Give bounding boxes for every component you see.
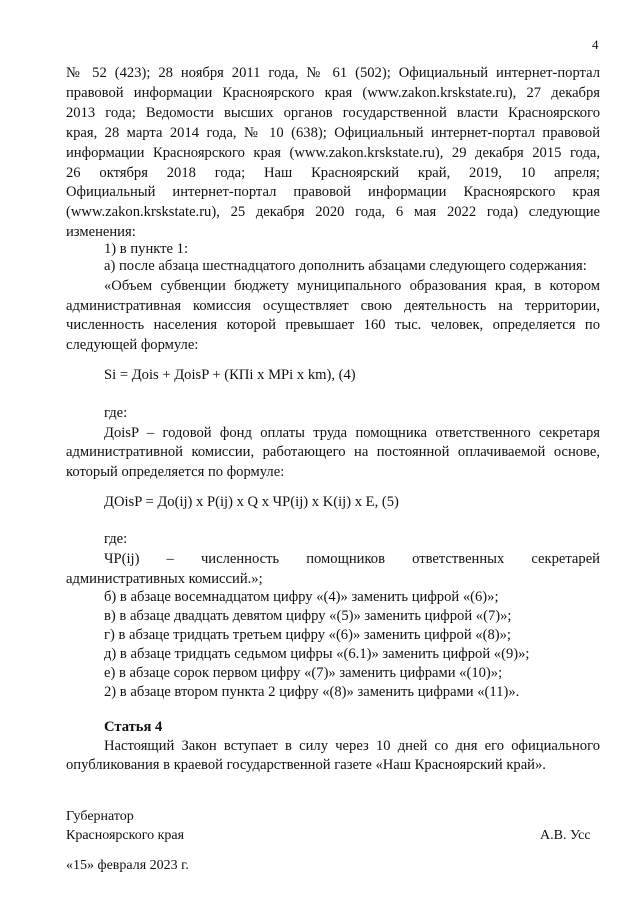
intro-line: 26 октября 2018 года; Наш Красноярский край, 2019, 10 апреля;	[66, 165, 600, 181]
signing-date: «15» февраля 2023 г.	[66, 858, 189, 873]
definition-line: административной комиссии, работающего на постоянной оплачиваемой основе,	[66, 444, 600, 460]
quote-line: «Объем субвенции бюджету муниципального образования края, в котором	[104, 278, 600, 294]
where-label: где:	[104, 531, 128, 547]
intro-line: № 52 (423); 28 ноября 2011 года, № 61 (502); Официальный интернет-портал	[66, 65, 600, 81]
formula-4: Si = Дois + ДoisP + (КПi x МPi x km), (4)	[104, 367, 356, 383]
intro-line: 2013 года; Ведомости высших органов государственной власти Красноярского	[66, 105, 600, 121]
definition-line: который определяется по формуле:	[66, 464, 285, 480]
intro-line: края, 28 марта 2014 года, № 10 (638); Официальный интернет-портал правовой	[66, 125, 600, 141]
quote-line: следующей формуле:	[66, 337, 199, 353]
where-label: где:	[104, 405, 128, 421]
signatory-role: Красноярского края	[66, 828, 185, 843]
intro-line: изменения:	[66, 224, 136, 240]
change-item: б) в абзаце восемнадцатом цифру «(4)» заменить цифрой «(6)»;	[104, 589, 499, 605]
intro-line: правовой информации Красноярского края (www.zakon.krskstate.ru), 27 декабря	[66, 85, 600, 101]
article-line: опубликования в краевой государственной газете «Наш Красноярский край».	[66, 757, 546, 773]
intro-line: Официальный интернет-портал правовой информации Красноярского края	[66, 184, 600, 200]
definition-line: ЧP(ij) – численность помощников ответственных секретарей	[104, 551, 600, 567]
signatory-name: А.В. Усс	[540, 828, 591, 843]
item-1: 1) в пункте 1:	[104, 241, 189, 257]
article-title: Статья 4	[104, 719, 163, 735]
signatory-role: Губернатор	[66, 809, 134, 824]
page-number: 4	[592, 37, 599, 52]
item-1a: а) после абзаца шестнадцатого дополнить абзацами следующего содержания:	[104, 258, 587, 274]
definition-line: ДoisP – годовой фонд оплаты труда помощника ответственного секретаря	[104, 425, 600, 441]
change-item: в) в абзаце двадцать девятом цифру «(5)» заменить цифрой «(7)»;	[104, 608, 512, 624]
change-item: 2) в абзаце втором пункта 2 цифру «(8)» заменить цифрами «(11)».	[104, 684, 520, 700]
intro-line: (www.zakon.krskstate.ru), 25 декабря 2020 года, 6 мая 2022 года) следующие	[66, 204, 600, 220]
quote-line: административная комиссия осуществляет свою деятельность на территории,	[66, 298, 600, 314]
change-item: г) в абзаце тридцать третьем цифру «(6)» заменить цифрой «(8)»;	[104, 627, 511, 643]
quote-line: численность населения которой превышает 160 тыс. человек, определяется по	[66, 317, 600, 333]
intro-line: информации Красноярского края (www.zakon.krskstate.ru), 29 декабря 2015 года,	[66, 145, 600, 161]
change-item: е) в абзаце сорок первом цифру «(7)» заменить цифрами «(10)»;	[104, 665, 503, 681]
change-item: д) в абзаце тридцать седьмом цифры «(6.1)» заменить цифрой «(9)»;	[104, 646, 530, 662]
article-line: Настоящий Закон вступает в силу через 10 дней со дня его официального	[104, 738, 600, 754]
formula-5: ДOisP = Дo(ij) x P(ij) x Q x ЧP(ij) x K(ij) x E, (5)	[104, 494, 399, 510]
definition-line: административных комиссий.»;	[66, 571, 263, 587]
